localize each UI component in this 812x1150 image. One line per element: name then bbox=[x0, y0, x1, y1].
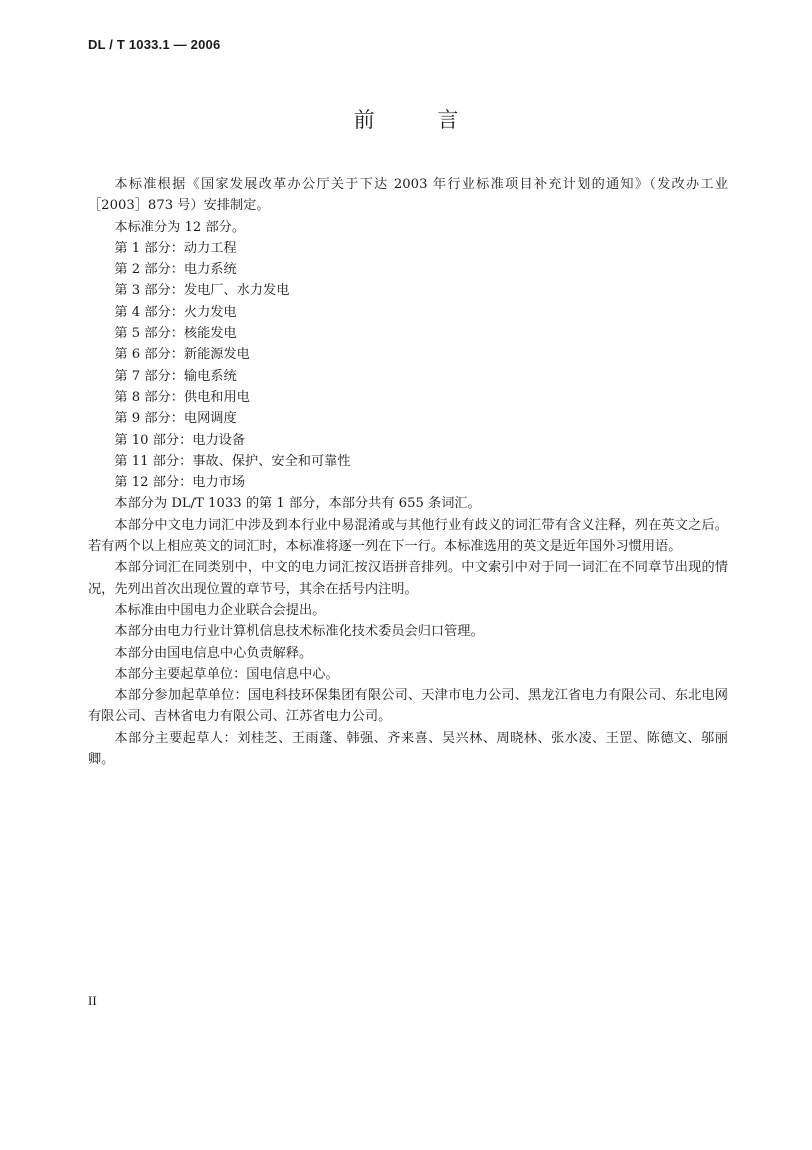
list-item: 第 7 部分：输电系统 bbox=[114, 368, 237, 384]
page-title: 前 言 bbox=[353, 108, 487, 132]
page-number: II bbox=[88, 993, 97, 1008]
paragraph: 本部分词汇在同类别中，中文的电力词汇按汉语拼音排列。中文索引中对于同一词汇在不同章节出现的情况，先列出首次出现位置的章节号，其余在括号内注明。 bbox=[88, 560, 728, 597]
list-item: 第 9 部分：电网调度 bbox=[114, 411, 237, 427]
list-item: 第 10 部分：电力设备 bbox=[114, 432, 246, 448]
standard-code: DL / T 1033.1 — 2006 bbox=[88, 37, 221, 52]
paragraph: 本标准分为 12 部分。 bbox=[114, 219, 246, 235]
paragraph: 本标准根据《国家发展改革办公厅关于下达 2003 年行业标准项目补充计划的通知》（发改办工业［2003］873 号）安排制定。 bbox=[88, 177, 728, 214]
list-item: 第 6 部分：新能源发电 bbox=[114, 347, 250, 363]
paragraph: 本部分中文电力词汇中涉及到本行业中易混淆或与其他行业有歧义的词汇带有含义注释，列在英文之后。若有两个以上相应英文的词汇时，本标准将逐一列在下一行。本标准选用的英文是近年国外习惯用语。 bbox=[88, 517, 728, 555]
list-item: 第 4 部分：火力发电 bbox=[114, 304, 237, 320]
list-item: 第 12 部分：电力市场 bbox=[114, 475, 246, 491]
paragraph: 本部分由电力行业计算机信息技术标准化技术委员会归口管理。 bbox=[114, 624, 484, 640]
list-item: 第 5 部分：核能发电 bbox=[114, 326, 237, 342]
list-item: 第 2 部分：电力系统 bbox=[114, 262, 237, 278]
paragraph: 本部分为 DL/T 1033 的第 1 部分，本部分共有 655 条词汇。 bbox=[114, 496, 481, 512]
paragraph: 本部分主要起草人：刘桂芝、王雨蓬、韩强、齐来喜、吴兴林、周晓林、张水凌、王罡、陈德文、邬丽卿。 bbox=[88, 730, 728, 768]
list-item: 第 11 部分：事故、保护、安全和可靠性 bbox=[114, 453, 351, 469]
paragraph: 本部分由国电信息中心负责解释。 bbox=[114, 645, 313, 661]
paragraph: 本部分参加起草单位：国电科技环保集团有限公司、天津市电力公司、黑龙江省电力有限公司、东北电网有限公司、吉林省电力有限公司、江苏省电力公司。 bbox=[88, 688, 728, 725]
paragraph: 本标准由中国电力企业联合会提出。 bbox=[114, 602, 326, 618]
paragraph: 本部分主要起草单位：国电信息中心。 bbox=[114, 666, 339, 682]
list-item: 第 3 部分：发电厂、水力发电 bbox=[114, 283, 290, 299]
list-item: 第 1 部分：动力工程 bbox=[114, 240, 237, 256]
document-body bbox=[88, 174, 728, 770]
list-item: 第 8 部分：供电和用电 bbox=[114, 389, 250, 405]
